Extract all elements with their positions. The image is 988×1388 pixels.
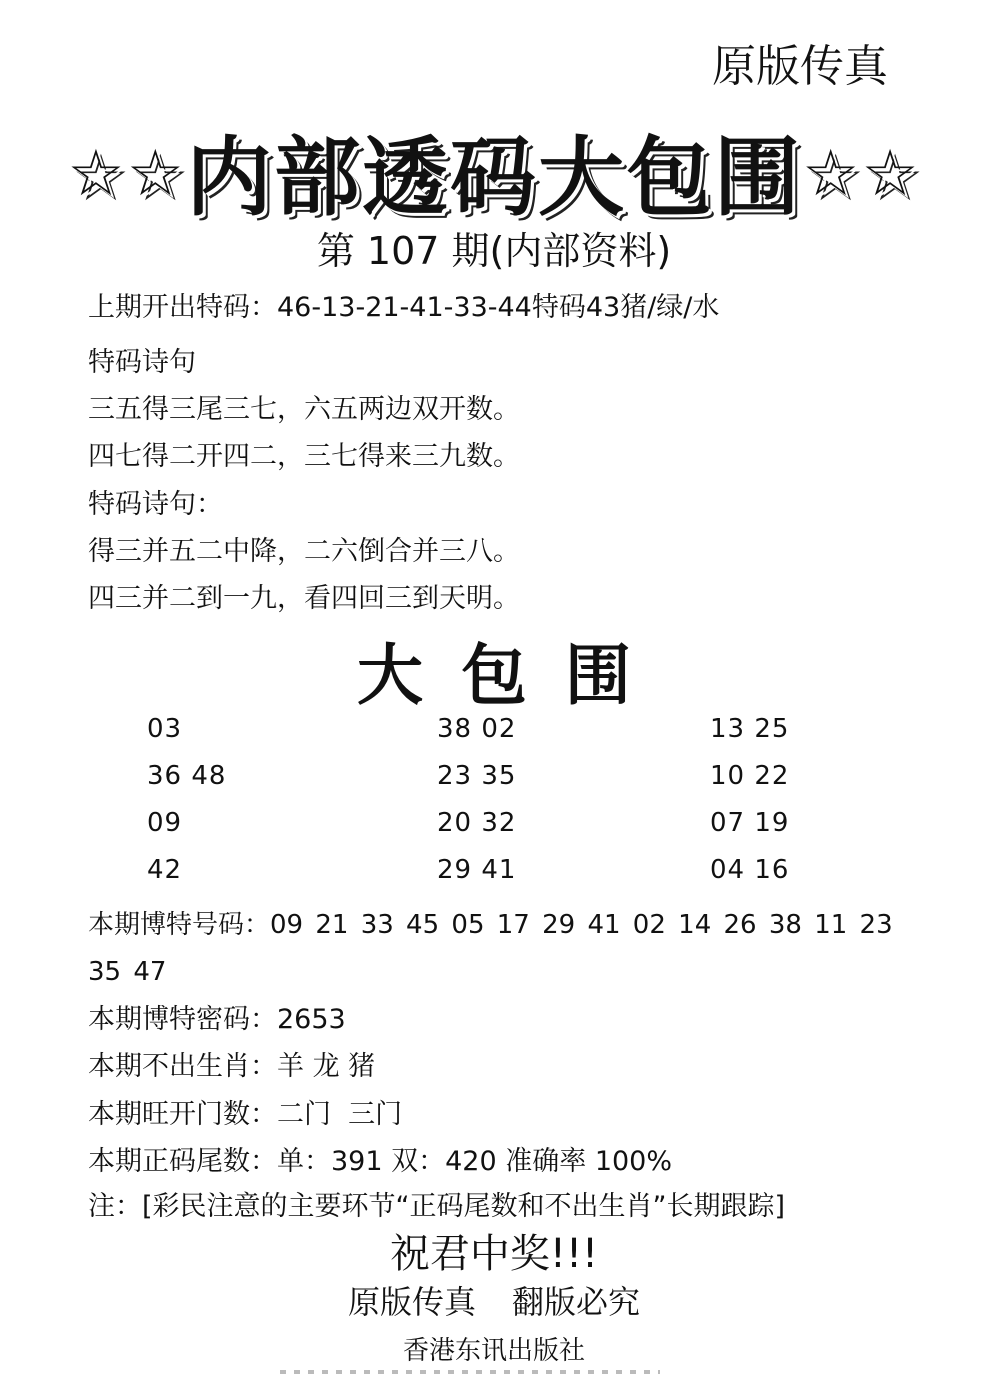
title-text: 内部透码大包围 (186, 128, 802, 228)
lucky-gates-line (88, 1092, 402, 1131)
last-draw-line (88, 285, 719, 324)
lucky-gates-value: 二门 三门 (277, 1099, 403, 1130)
secret-code-line (88, 997, 346, 1036)
grid-cell: 03 (147, 714, 183, 744)
special-numbers-label: 本期博特号码： (88, 910, 271, 940)
tail-numbers-line (88, 1139, 672, 1178)
main-title (0, 108, 988, 232)
star-icon: ☆☆ (802, 137, 921, 211)
top-label: 原版传真 (712, 41, 888, 92)
grid-cell: 09 (147, 808, 183, 838)
grid-cell: 42 (147, 855, 183, 885)
grid-cell: 23 35 (437, 761, 517, 791)
grid-cell: 20 32 (437, 808, 517, 838)
poem-line: 四七得二开四二，三七得来三九数。 (88, 441, 520, 472)
section-title: 大包围 (357, 637, 669, 714)
excluded-zodiac-line (88, 1044, 375, 1083)
poem-title: 特码诗句： (88, 489, 223, 520)
grid-cell: 07 19 (710, 808, 790, 838)
grid-cell: 04 16 (710, 855, 790, 885)
copyright-line (0, 1277, 988, 1323)
poem-title: 特码诗句 (88, 347, 196, 378)
special-numbers-line (88, 902, 898, 996)
tail-numbers-label: 本期正码尾数： (88, 1146, 277, 1177)
star-icon: ☆☆ (67, 137, 186, 211)
scan-artifact-divider (280, 1370, 660, 1374)
poem-line: 得三并五二中降，二六倒合并三八。 (88, 536, 520, 567)
excluded-zodiac-label: 本期不出生肖： (88, 1051, 277, 1082)
publisher-name: 香港东讯出版社 (402, 1336, 585, 1366)
special-numbers-value: 09 21 33 45 05 17 29 41 02 14 26 38 11 23 35 47 (88, 910, 893, 987)
grid-cell: 13 25 (710, 714, 790, 744)
tail-numbers-value: 单：391 双：420 准确率 100% (277, 1146, 673, 1177)
grid-cell: 29 41 (437, 855, 517, 885)
secret-code-value: 2653 (277, 1004, 346, 1035)
last-draw-label: 上期开出特码： (88, 292, 277, 323)
lucky-gates-label: 本期旺开门数： (88, 1099, 277, 1130)
issue-line: 第 107 期(内部资料) (316, 229, 672, 273)
grid-cell: 38 02 (437, 714, 517, 744)
congrats-text: 祝君中奖!!! (389, 1231, 599, 1277)
secret-code-label: 本期博特密码： (88, 1004, 277, 1035)
last-draw-value: 46-13-21-41-33-44特码43猪/绿/水 (277, 292, 720, 323)
note-line: 注：[彩民注意的主要环节“正码尾数和不出生肖”长期跟踪] (88, 1191, 786, 1222)
poem-line: 四三并二到一九，看四回三到天明。 (88, 583, 520, 614)
grid-cell: 10 22 (710, 761, 790, 791)
copyright-left: 原版传真 (347, 1283, 476, 1321)
poem-line: 三五得三尾三七，六五两边双开数。 (88, 394, 520, 425)
excluded-zodiac-value: 羊 龙 猪 (277, 1051, 376, 1082)
grid-cell: 36 48 (147, 761, 227, 791)
copyright-right: 翻版必究 (512, 1283, 641, 1321)
